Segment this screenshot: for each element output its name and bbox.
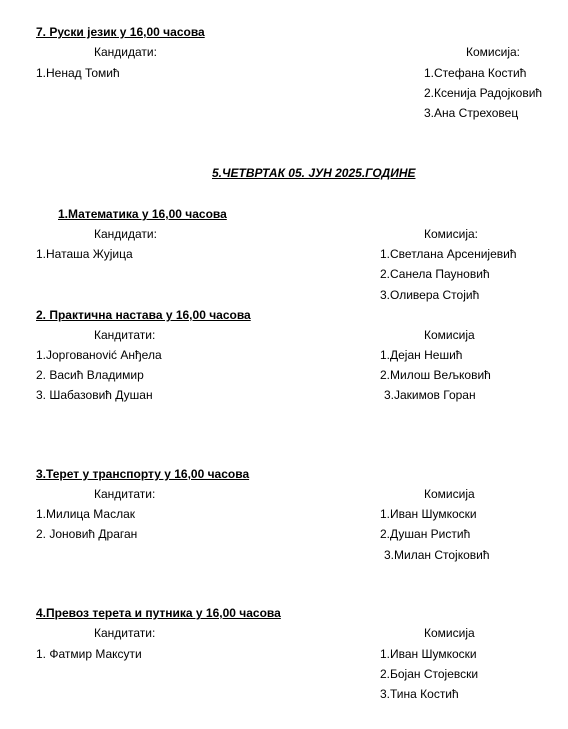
- committee-member: 1.Иван Шумкоски: [380, 507, 477, 521]
- candidate-item: 1.Наташа Жујица: [36, 247, 133, 261]
- committee-label: Комисија: [424, 626, 475, 640]
- committee-label: Комисија:: [424, 227, 478, 241]
- committee-member: 3.Тина Костић: [380, 687, 459, 701]
- committee-member: 2.Бојан Стојевски: [380, 667, 479, 681]
- candidates-label: Кандитати:: [94, 487, 156, 501]
- committee-member: 2.Ксенија Радојковић: [424, 86, 543, 100]
- committee-member: 2.Душан Ристић: [380, 527, 471, 541]
- section-heading-cargo: 3.Терет у транспорту у 16,00 часова: [36, 467, 250, 481]
- section-heading-transport: 4.Превоз терета и путника у 16,00 часова: [36, 606, 281, 620]
- committee-member: 2.Санела Пауновић: [380, 267, 490, 281]
- committee-member: 3.Јакимов Горан: [384, 388, 476, 402]
- candidate-item: 1. Фатмир Максути: [36, 647, 142, 661]
- committee-member: 2.Милош Вељковић: [380, 368, 491, 382]
- committee-label: Комисија: [424, 487, 475, 501]
- candidate-item: 2. Јоновић Драган: [36, 527, 138, 541]
- committee-member: 3.Милан Стојковић: [384, 548, 490, 562]
- committee-member: 1.Иван Шумкоски: [380, 647, 477, 661]
- candidates-label: Кандитати:: [94, 626, 156, 640]
- section-heading-russian: 7. Руски језик у 16,00 часова: [36, 25, 205, 39]
- candidate-item: 1.Милица Маслак: [36, 507, 136, 521]
- committee-member: 3.Оливера Стојић: [380, 288, 480, 302]
- candidate-item: 2. Васић Владимир: [36, 368, 144, 382]
- committee-label: Комисија:: [466, 45, 520, 59]
- section-heading-practical: 2. Практична настава у 16,00 часова: [36, 308, 251, 322]
- committee-member: 1.Дејан Нешић: [380, 348, 463, 362]
- committee-member: 1.Светлана Арсенијевић: [380, 247, 517, 261]
- candidates-label: Кандидати:: [94, 45, 157, 59]
- candidate-item: 1.Јоргованović Анђела: [36, 348, 162, 362]
- candidates-label: Кандитати:: [94, 328, 156, 342]
- candidate-item: 1.Ненад Томић: [36, 66, 120, 80]
- day-heading: 5.ЧЕТВРТАК 05. ЈУН 2025.ГОДИНЕ: [212, 166, 416, 180]
- committee-member: 1.Стефана Костић: [424, 66, 527, 80]
- candidate-item: 3. Шабазовић Душан: [36, 388, 153, 402]
- committee-label: Комисија: [424, 328, 475, 342]
- committee-member: 3.Ана Стреховец: [424, 106, 519, 120]
- section-heading-mathematics: 1.Математика у 16,00 часова: [58, 207, 227, 221]
- candidates-label: Кандидати:: [94, 227, 157, 241]
